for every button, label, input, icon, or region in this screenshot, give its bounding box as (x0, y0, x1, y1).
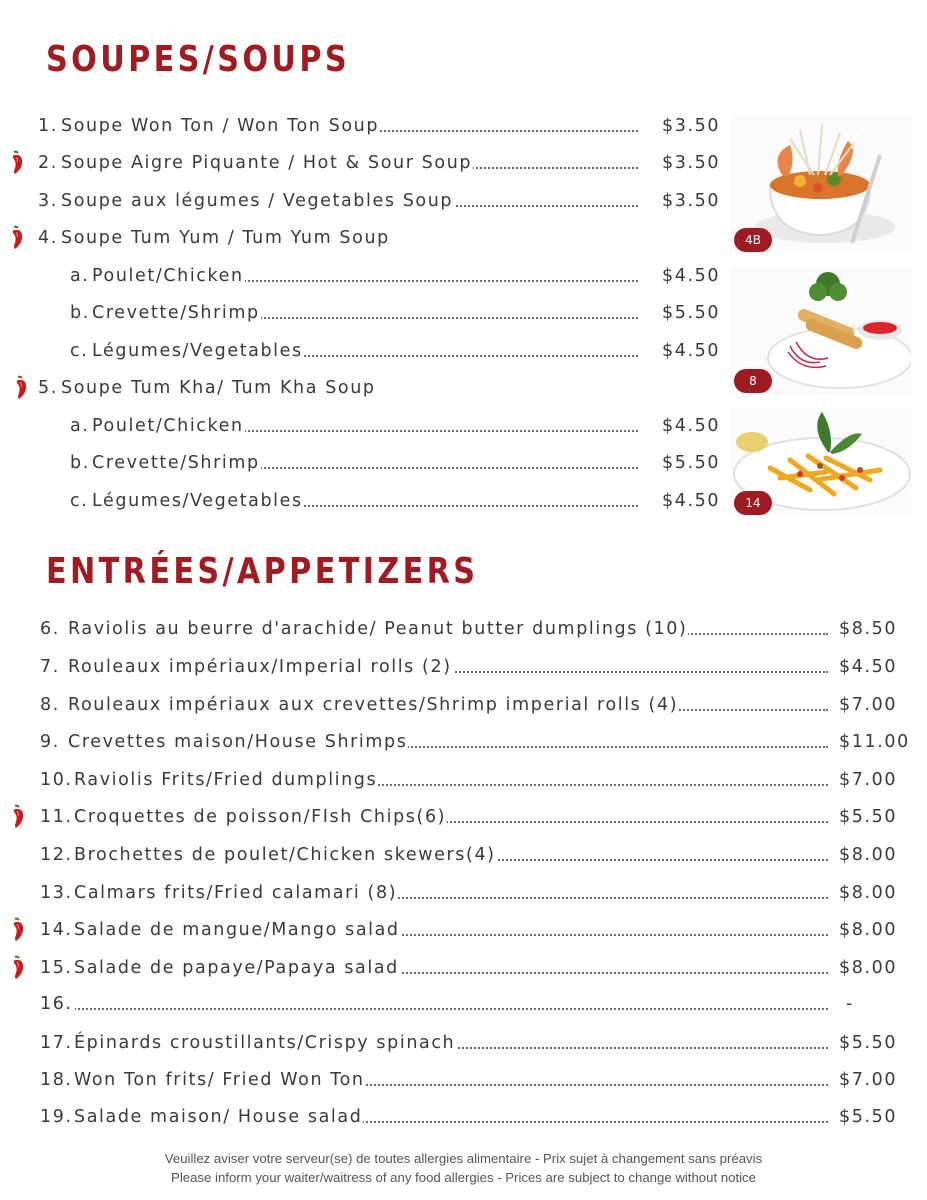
item-price: $8.00 (839, 845, 898, 865)
item-name: Soupe Tum Yum / Tum Yum Soup (61, 228, 390, 248)
photo-badge-4b: 4B (734, 228, 772, 252)
item-name: Légumes/Vegetables (92, 487, 638, 515)
item-name: Brochettes de poulet/Chicken skewers(4) (74, 841, 828, 869)
item-name: Rouleaux impériaux aux crevettes/Shrimp imperial rolls (4) (68, 691, 828, 719)
item-price: $3.50 (662, 116, 721, 136)
item-name: Épinards croustillants/Crispy spinach (74, 1029, 828, 1057)
item-name: Soupe Won Ton / Won Ton Soup (61, 112, 638, 140)
appetizer-item-9 (0, 916, 927, 944)
item-price: $4.50 (662, 266, 721, 286)
item-name: Soupe aux légumes / Vegetables Soup (61, 187, 638, 215)
appetizer-item-7 (0, 841, 927, 869)
item-name (74, 990, 828, 1018)
chili-pepper-icon (8, 917, 30, 943)
item-price: $5.50 (839, 1107, 898, 1127)
item-number: 12. (40, 845, 73, 865)
appetizers-title: ENTRÉES/APPETIZERS (46, 551, 479, 592)
item-number: 9. (40, 732, 60, 752)
item-number: 16. (40, 994, 73, 1014)
item-name: Poulet/Chicken (92, 412, 638, 440)
item-name: Salade de mangue/Mango salad (74, 916, 828, 944)
item-price: $4.50 (662, 416, 721, 436)
item-price: $4.50 (839, 657, 898, 677)
item-price: $7.00 (839, 1070, 898, 1090)
item-number: b. (70, 303, 90, 323)
item-number: a. (70, 416, 90, 436)
photo-badge-8: 8 (734, 369, 772, 393)
item-number: 18. (40, 1070, 73, 1090)
item-name: Salade maison/ House salad (74, 1103, 828, 1131)
appetizer-item-5 (0, 766, 927, 794)
item-number: 14. (40, 920, 73, 940)
appetizer-item-8 (0, 879, 927, 907)
item-number: 10. (40, 770, 73, 790)
appetizer-item-11 (0, 990, 927, 1018)
item-price: $5.50 (839, 807, 898, 827)
appetizer-item-6 (0, 803, 927, 831)
item-price: $8.00 (839, 920, 898, 940)
appetizer-item-3 (0, 691, 927, 719)
item-price: - (846, 994, 853, 1014)
chili-pepper-icon (7, 150, 29, 176)
appetizer-item-4 (0, 728, 927, 756)
item-name: Soupe Aigre Piquante / Hot & Sour Soup (61, 149, 638, 177)
item-price: $3.50 (662, 191, 721, 211)
item-name: Crevette/Shrimp (92, 299, 638, 327)
item-number: 6. (40, 619, 60, 639)
chili-pepper-icon (7, 225, 29, 251)
item-number: c. (70, 341, 89, 361)
item-price: $4.50 (662, 341, 721, 361)
item-price: $11.00 (839, 732, 910, 752)
item-name: Croquettes de poisson/FIsh Chips(6) (74, 803, 828, 831)
appetizer-item-2 (0, 653, 927, 681)
item-number: 7. (40, 657, 60, 677)
appetizer-item-13 (0, 1066, 927, 1094)
item-number: b. (70, 453, 90, 473)
item-price: $5.50 (662, 303, 721, 323)
item-name: Crevettes maison/House Shrimps (68, 728, 828, 756)
item-price: $8.50 (839, 619, 898, 639)
item-number: 2. (38, 153, 58, 173)
item-price: $3.50 (662, 153, 721, 173)
item-number: 1. (38, 116, 58, 136)
item-name: Soupe Tum Kha/ Tum Kha Soup (61, 378, 376, 398)
item-name: Calmars frits/Fried calamari (8) (74, 879, 828, 907)
item-number: 5. (38, 378, 58, 398)
appetizer-item-1 (0, 615, 927, 643)
item-name: Crevette/Shrimp (92, 449, 638, 477)
item-number: 3. (38, 191, 58, 211)
item-number: a. (70, 266, 90, 286)
appetizer-item-12 (0, 1029, 927, 1057)
item-name: Raviolis Frits/Fried dumplings (74, 766, 828, 794)
item-name: Légumes/Vegetables (92, 337, 638, 365)
item-name: Poulet/Chicken (92, 262, 638, 290)
chili-pepper-icon (8, 804, 30, 830)
allergy-notice-fr: Veuillez aviser votre serveur(se) de toutes allergies alimentaire - Prix sujet à changement sans préavis (164, 1151, 763, 1166)
item-price: $5.50 (839, 1033, 898, 1053)
photo-badge-14: 14 (734, 491, 772, 515)
item-number: 19. (40, 1107, 73, 1127)
allergy-notice-en: Please inform your waiter/waitress of any food allergies - Prices are subject to change without notice (171, 1170, 756, 1185)
appetizer-item-14 (0, 1103, 927, 1131)
item-price: $4.50 (662, 491, 721, 511)
item-number: 11. (40, 807, 73, 827)
item-number: 4. (38, 228, 58, 248)
dot-leader (74, 1008, 828, 1010)
item-price: $8.00 (839, 883, 898, 903)
item-name: Won Ton frits/ Fried Won Ton (74, 1066, 828, 1094)
item-name: Rouleaux impériaux/Imperial rolls (2) (68, 653, 828, 681)
item-number: c. (70, 491, 89, 511)
item-price: $7.00 (839, 695, 898, 715)
appetizer-item-10 (0, 954, 927, 982)
item-price: $8.00 (839, 958, 898, 978)
chili-pepper-icon (11, 375, 33, 401)
chili-pepper-icon (8, 955, 30, 981)
soups-title: SOUPES/SOUPS (46, 39, 351, 80)
item-number: 17. (40, 1033, 73, 1053)
item-number: 15. (40, 958, 73, 978)
item-name: Salade de papaye/Papaya salad (74, 954, 828, 982)
item-price: $5.50 (662, 453, 721, 473)
item-price: $7.00 (839, 770, 898, 790)
item-name: Raviolis au beurre d'arachide/ Peanut butter dumplings (10) (68, 615, 828, 643)
item-number: 13. (40, 883, 73, 903)
item-number: 8. (40, 695, 60, 715)
